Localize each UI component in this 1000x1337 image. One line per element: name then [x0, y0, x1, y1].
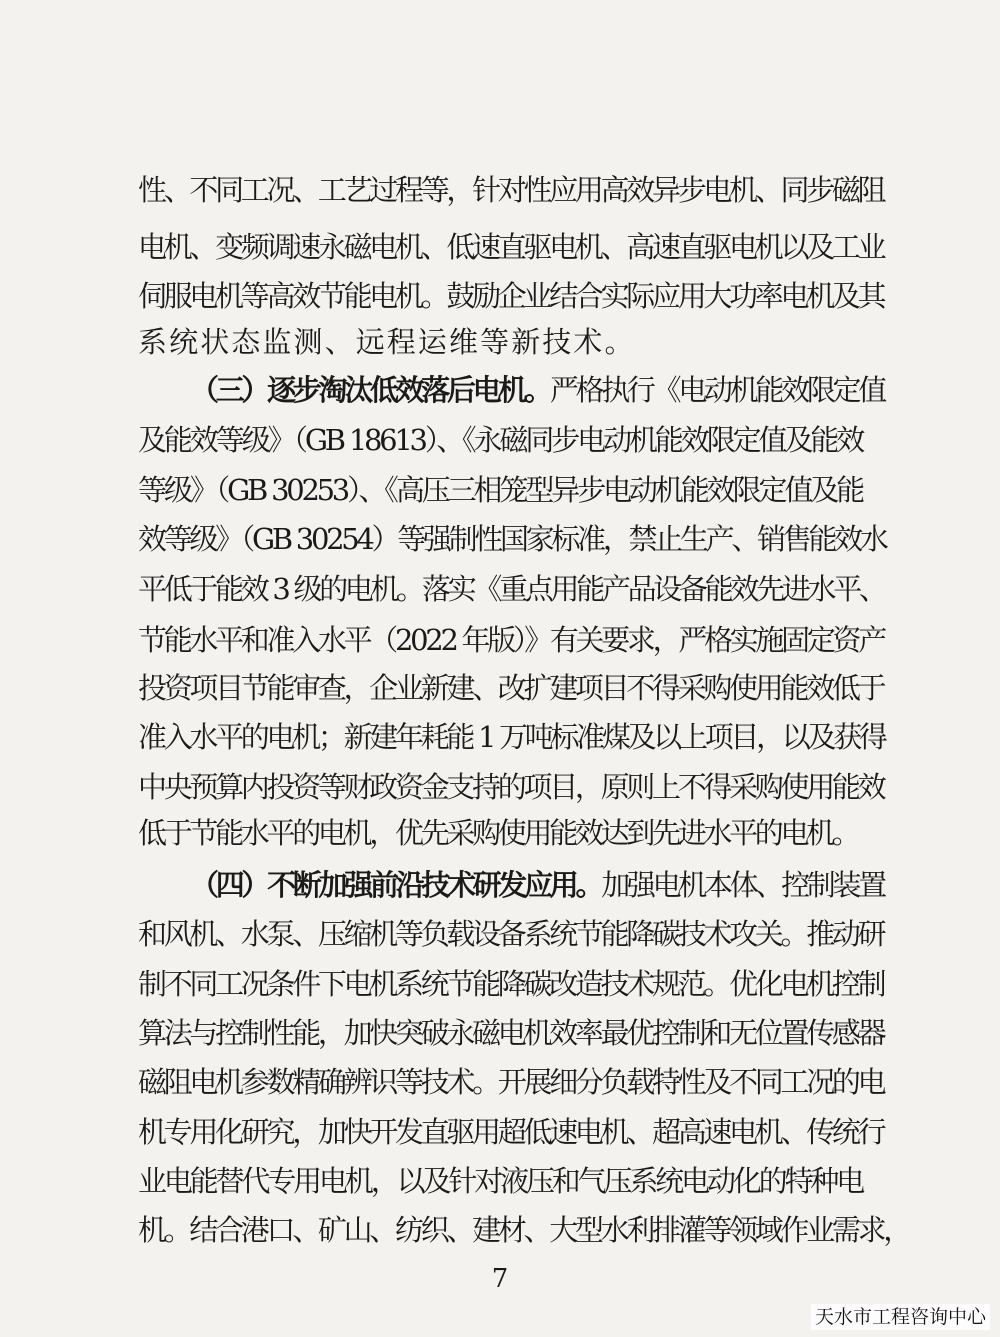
- text-line-19: 磁阻电机参数精确辨识等技术。开展细分负载特性及不同工况的电: [138, 1065, 884, 1099]
- text-line-1: 性、不同工况、工艺过程等，针对性应用高效异步电机、同步磁阻: [138, 173, 884, 207]
- text-line-16: 和风机、水泵、压缩机等负载设备系统节能降碳技术攻关。推动研: [138, 917, 884, 951]
- section-heading-3: （三）逐步淘汰低效落后电机。: [190, 373, 550, 407]
- text-line-12: 准入水平的电机；新建年耗能 1 万吨标准煤及以上项目，以及获得: [138, 720, 885, 754]
- text-line-18: 算法与控制性能，加快突破永磁电机效率最优控制和无位置传感器: [138, 1016, 884, 1050]
- text-line-8: 效等级》（GB 30254）等强制性国家标准，禁止生产、销售能效水: [138, 522, 886, 556]
- text-line-9: 平低于能效 3 级的电机。落实《重点用能产品设备能效先进水平、: [138, 572, 885, 606]
- watermark-label: 天水市工程咨询中心: [811, 1304, 990, 1330]
- text-line-6: 及能效等级》（GB 18613）、《永磁同步电动机能效限定值及能效: [138, 423, 862, 457]
- text-line-17: 制不同工况条件下电机系统节能降碳改造技术规范。优化电机控制: [138, 967, 884, 1001]
- text-line-5: [190, 370, 884, 410]
- page-number: 7: [491, 1264, 509, 1294]
- text-line-13: 中央预算内投资等财政资金支持的项目，原则上不得采购使用能效: [138, 770, 884, 804]
- text-line-7: 等级》（GB 30253）、《高压三相笼型异步电动机能效限定值及能: [138, 473, 862, 507]
- text-line-10: 节能水平和准入水平（2022 年版）》有关要求，严格实施固定资产: [138, 623, 884, 657]
- text-line-22: 机。结合港口、矿山、纺织、建材、大型水利排灌等领域作业需求，: [138, 1213, 910, 1247]
- text-line-2: 电机、变频调速永磁电机、低速直驱电机、高速直驱电机以及工业: [138, 230, 884, 264]
- text-line-14: 低于节能水平的电机，优先采购使用能效达到先进水平的电机。: [138, 816, 858, 850]
- text-line-5-body: 严格执行《电动机能效限定值: [549, 373, 884, 407]
- text-line-20: 机专用化研究，加快开发直驱用超低速电机、超高速电机、传统行: [138, 1115, 884, 1149]
- text-line-15: [190, 865, 884, 905]
- text-line-3: 伺服电机等高效节能电机。鼓励企业结合实际应用大功率电机及其: [138, 279, 884, 313]
- section-heading-4: （四）不断加强前沿技术研发应用。: [190, 868, 602, 902]
- text-line-21: 业电能替代专用电机，以及针对液压和气压系统电动化的特种电: [138, 1164, 862, 1198]
- text-line-4: 系统状态监测、远程运维等新技术。: [138, 325, 636, 359]
- text-line-11: 投资项目节能审查，企业新建、改扩建项目不得采购使用能效低于: [138, 671, 884, 705]
- text-line-15-body: 加强电机本体、控制装置: [601, 868, 884, 902]
